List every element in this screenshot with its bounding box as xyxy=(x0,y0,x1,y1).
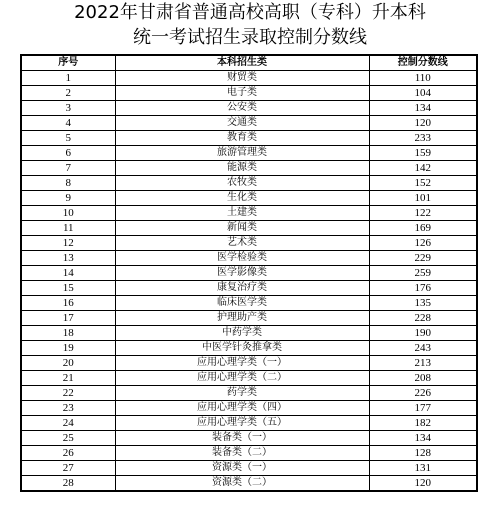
cell-category: 应用心理学类（四） xyxy=(115,401,369,416)
cell-control-score: 259 xyxy=(369,266,477,281)
table-row xyxy=(21,176,477,191)
cell-serial-number: 12 xyxy=(21,236,115,251)
cell-serial-number: 28 xyxy=(21,476,115,492)
table-row xyxy=(21,356,477,371)
table-row xyxy=(21,341,477,356)
cell-control-score: 122 xyxy=(369,206,477,221)
cell-serial-number: 20 xyxy=(21,356,115,371)
table-row xyxy=(21,131,477,146)
table-row xyxy=(21,386,477,401)
table-row xyxy=(21,161,477,176)
cell-control-score: 101 xyxy=(369,191,477,206)
cell-category: 药学类 xyxy=(115,386,369,401)
cell-control-score: 134 xyxy=(369,431,477,446)
cell-control-score: 169 xyxy=(369,221,477,236)
cell-category: 艺术类 xyxy=(115,236,369,251)
table-row xyxy=(21,416,477,431)
cell-category: 资源类（一） xyxy=(115,461,369,476)
cell-serial-number: 5 xyxy=(21,131,115,146)
table-row xyxy=(21,146,477,161)
cell-control-score: 213 xyxy=(369,356,477,371)
cell-serial-number: 23 xyxy=(21,401,115,416)
cell-serial-number: 17 xyxy=(21,311,115,326)
cell-control-score: 208 xyxy=(369,371,477,386)
table-row xyxy=(21,86,477,101)
table-row xyxy=(21,266,477,281)
table-row xyxy=(21,116,477,131)
cell-control-score: 135 xyxy=(369,296,477,311)
cell-serial-number: 8 xyxy=(21,176,115,191)
cell-control-score: 182 xyxy=(369,416,477,431)
cell-serial-number: 18 xyxy=(21,326,115,341)
header-serial-number: 序号 xyxy=(21,55,115,71)
cell-serial-number: 14 xyxy=(21,266,115,281)
cell-serial-number: 27 xyxy=(21,461,115,476)
cell-serial-number: 13 xyxy=(21,251,115,266)
cell-control-score: 110 xyxy=(369,71,477,86)
cell-serial-number: 3 xyxy=(21,101,115,116)
document-title-line-1: 2022年甘肃省普通高校高职（专科）升本科 xyxy=(74,2,426,23)
cell-serial-number: 26 xyxy=(21,446,115,461)
cell-category: 电子类 xyxy=(115,86,369,101)
cell-serial-number: 21 xyxy=(21,371,115,386)
cell-category: 应用心理学类（五） xyxy=(115,416,369,431)
cell-serial-number: 1 xyxy=(21,71,115,86)
cell-category: 财贸类 xyxy=(115,71,369,86)
table-row xyxy=(21,206,477,221)
table-row xyxy=(21,296,477,311)
table-row xyxy=(21,401,477,416)
cell-serial-number: 11 xyxy=(21,221,115,236)
cell-serial-number: 16 xyxy=(21,296,115,311)
score-table xyxy=(20,54,478,492)
cell-category: 中药学类 xyxy=(115,326,369,341)
table-header-row xyxy=(21,55,477,71)
table-row xyxy=(21,446,477,461)
table-row xyxy=(21,371,477,386)
table-row xyxy=(21,236,477,251)
cell-category: 旅游管理类 xyxy=(115,146,369,161)
cell-category: 农牧类 xyxy=(115,176,369,191)
cell-serial-number: 9 xyxy=(21,191,115,206)
cell-control-score: 142 xyxy=(369,161,477,176)
header-category: 本科招生类 xyxy=(115,55,369,71)
cell-control-score: 152 xyxy=(369,176,477,191)
cell-control-score: 228 xyxy=(369,311,477,326)
cell-control-score: 176 xyxy=(369,281,477,296)
cell-category: 新闻类 xyxy=(115,221,369,236)
table-row xyxy=(21,431,477,446)
cell-category: 教育类 xyxy=(115,131,369,146)
cell-category: 护理助产类 xyxy=(115,311,369,326)
cell-serial-number: 25 xyxy=(21,431,115,446)
table-row xyxy=(21,71,477,86)
cell-category: 公安类 xyxy=(115,101,369,116)
cell-serial-number: 10 xyxy=(21,206,115,221)
cell-control-score: 120 xyxy=(369,476,477,492)
cell-category: 交通类 xyxy=(115,116,369,131)
cell-control-score: 243 xyxy=(369,341,477,356)
table-row xyxy=(21,251,477,266)
cell-control-score: 233 xyxy=(369,131,477,146)
cell-control-score: 177 xyxy=(369,401,477,416)
cell-control-score: 104 xyxy=(369,86,477,101)
table-row xyxy=(21,311,477,326)
cell-category: 土建类 xyxy=(115,206,369,221)
cell-control-score: 190 xyxy=(369,326,477,341)
table-row xyxy=(21,221,477,236)
table-row xyxy=(21,461,477,476)
cell-category: 能源类 xyxy=(115,161,369,176)
cell-control-score: 131 xyxy=(369,461,477,476)
cell-category: 应用心理学类（二） xyxy=(115,371,369,386)
cell-control-score: 128 xyxy=(369,446,477,461)
cell-category: 医学检验类 xyxy=(115,251,369,266)
score-table-container xyxy=(20,54,476,492)
cell-serial-number: 2 xyxy=(21,86,115,101)
cell-serial-number: 19 xyxy=(21,341,115,356)
cell-category: 应用心理学类（一） xyxy=(115,356,369,371)
table-body xyxy=(21,71,477,492)
cell-category: 装备类（一） xyxy=(115,431,369,446)
cell-control-score: 226 xyxy=(369,386,477,401)
cell-category: 中医学针灸推拿类 xyxy=(115,341,369,356)
cell-control-score: 229 xyxy=(369,251,477,266)
header-control-score: 控制分数线 xyxy=(369,55,477,71)
document-title-line-2: 统一考试招生录取控制分数线 xyxy=(133,27,367,48)
table-row xyxy=(21,101,477,116)
cell-control-score: 120 xyxy=(369,116,477,131)
cell-category: 生化类 xyxy=(115,191,369,206)
cell-serial-number: 6 xyxy=(21,146,115,161)
cell-control-score: 134 xyxy=(369,101,477,116)
table-row xyxy=(21,281,477,296)
cell-serial-number: 4 xyxy=(21,116,115,131)
table-row xyxy=(21,476,477,492)
cell-category: 资源类（二） xyxy=(115,476,369,492)
cell-category: 临床医学类 xyxy=(115,296,369,311)
cell-serial-number: 7 xyxy=(21,161,115,176)
cell-category: 康复治疗类 xyxy=(115,281,369,296)
cell-control-score: 159 xyxy=(369,146,477,161)
table-row xyxy=(21,326,477,341)
cell-category: 医学影像类 xyxy=(115,266,369,281)
cell-control-score: 126 xyxy=(369,236,477,251)
cell-category: 装备类（二） xyxy=(115,446,369,461)
cell-serial-number: 22 xyxy=(21,386,115,401)
table-row xyxy=(21,191,477,206)
cell-serial-number: 15 xyxy=(21,281,115,296)
cell-serial-number: 24 xyxy=(21,416,115,431)
